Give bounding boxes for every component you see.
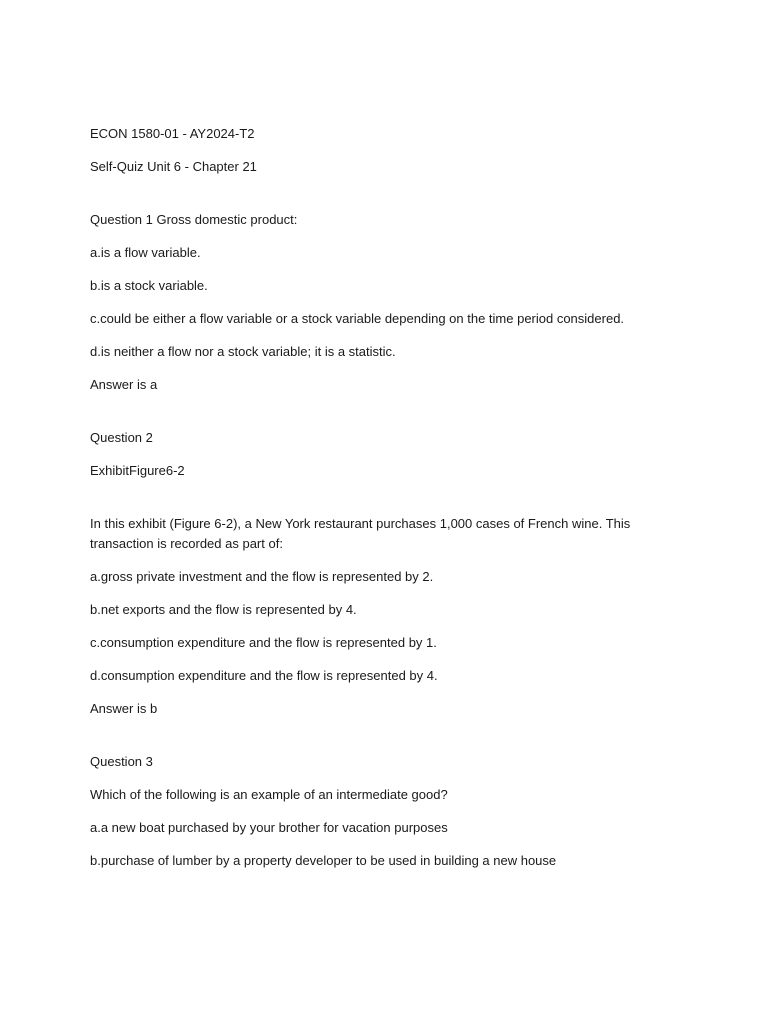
question-1-title: Question 1 Gross domestic product: bbox=[90, 212, 298, 227]
question-3-title: Question 3 bbox=[90, 754, 153, 769]
question-3-option-b: b.purchase of lumber by a property developer to be used in building a new house bbox=[90, 853, 557, 868]
question-2-answer: Answer is b bbox=[90, 701, 158, 716]
question-2-prompt: In this exhibit (Figure 6-2), a New York restaurant purchases 1,000 cases of French wine. This transaction is recorded as part of: bbox=[90, 516, 631, 551]
question-2-option-d: d.consumption expenditure and the flow is represented by 4. bbox=[90, 668, 438, 683]
document-content bbox=[90, 124, 690, 884]
question-2-option-b: b.net exports and the flow is represented by 4. bbox=[90, 602, 357, 617]
question-2-exhibit: ExhibitFigure6-2 bbox=[90, 463, 185, 478]
question-1-option-b: b.is a stock variable. bbox=[90, 278, 208, 293]
course-code: ECON 1580-01 - AY2024-T2 bbox=[90, 126, 255, 141]
question-1-answer: Answer is a bbox=[90, 377, 158, 392]
question-1-option-d: d.is neither a flow nor a stock variable; it is a statistic. bbox=[90, 344, 396, 359]
question-3-option-a: a.a new boat purchased by your brother for vacation purposes bbox=[90, 820, 448, 835]
question-1-option-c: c.could be either a flow variable or a stock variable depending on the time period considered. bbox=[90, 311, 625, 326]
question-1-option-a: a.is a flow variable. bbox=[90, 245, 201, 260]
quiz-title: Self-Quiz Unit 6 - Chapter 21 bbox=[90, 159, 257, 174]
question-2-option-a: a.gross private investment and the flow is represented by 2. bbox=[90, 569, 434, 584]
question-2-title: Question 2 bbox=[90, 430, 153, 445]
question-3-prompt: Which of the following is an example of an intermediate good? bbox=[90, 787, 448, 802]
question-2-option-c: c.consumption expenditure and the flow is represented by 1. bbox=[90, 635, 437, 650]
